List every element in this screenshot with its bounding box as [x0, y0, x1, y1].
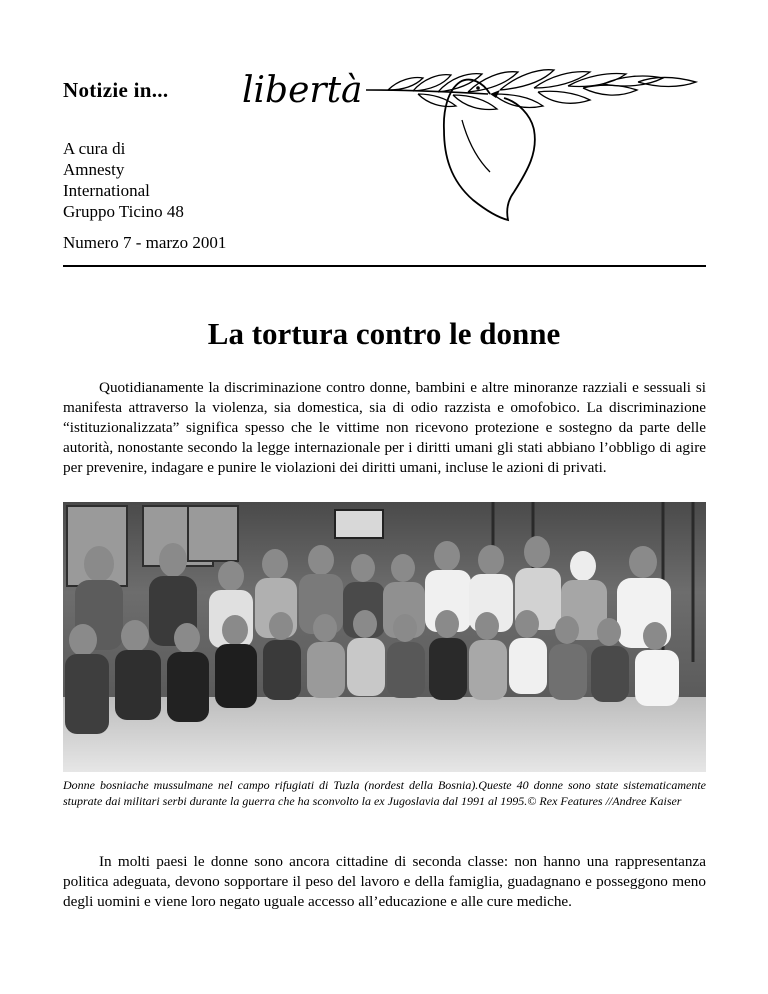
article-paragraph-1: Quotidianamente la discriminazione contro donne, bambini e altre minoranze razziali e sessuali si manifesta attraverso la violenza, sia domestica, sia di odio razzista e omofobico. La discriminazione “istituzionalizzata” significa spesso che le vittime non ricevono protezione e sostegno da parte delle autorità, nonostante secondo la legge internazionale per i diritti umani gli stati abbiano l’obbligo di agire per prevenire, indagare e punire le violazioni dei diritti umani, incluse le azioni di privati.	[63, 379, 706, 476]
credit-line: Gruppo Ticino 48	[63, 202, 184, 221]
photo-caption: Donne bosniache mussulmane nel campo rifugiati di Tuzla (nordest della Bosnia).Queste 40 donne sono state sistematicamente stuprate dai militari serbi durante la guerra che ha sconvolto la ex Jugoslavia dal 1991 al 1995.© Rex Features //Andree Kaiser	[63, 778, 706, 808]
basketball-hoop	[335, 510, 383, 538]
article-headline: La tortura contro le donne	[207, 316, 561, 351]
logo-script-text: libertà	[242, 70, 363, 111]
masthead-credit	[63, 138, 184, 222]
olive-leaves	[388, 70, 696, 110]
group-photo	[63, 502, 706, 772]
credit-line: International	[63, 181, 150, 200]
dove-wing	[462, 120, 490, 172]
masthead-title: Notizie in...	[63, 78, 169, 102]
header-divider	[63, 265, 706, 267]
article-paragraph-2: In molti paesi le donne sono ancora cittadine di seconda classe: non hanno una rappresentanza politica adeguata, devono sopportare il peso del lavoro e della famiglia, guadagnano e posseggono meno degli uomini e viene loro negato uguale accesso all’educazione e alle cure mediche.	[63, 853, 706, 910]
credit-line: Amnesty	[63, 160, 125, 179]
dove-body-outline	[444, 80, 535, 220]
issue-number: Numero 7 - marzo 2001	[63, 233, 227, 252]
credit-line: A cura di	[63, 139, 126, 158]
dove-eye	[476, 86, 480, 90]
dove-olive-branch-logo	[238, 60, 708, 225]
